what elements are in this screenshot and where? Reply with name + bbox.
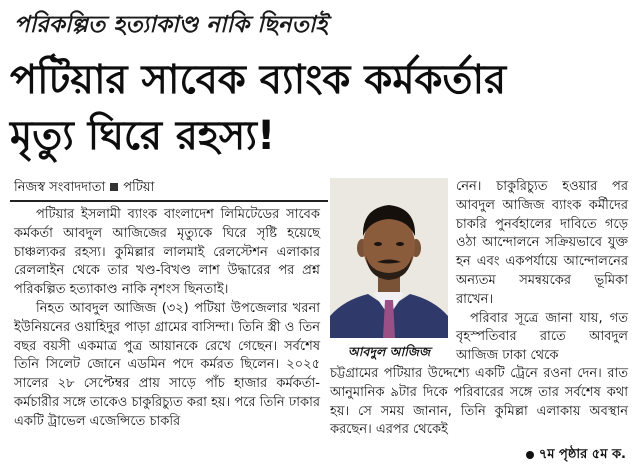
bullet-icon [526,451,534,459]
article-paragraph: নেন। চাকুরিচ্যুত হওয়ার পর আবদুল আজিজ ব্যাংক কর্মীদের চাকরি পুনর্বহালের দাবিতে গড়ে ওঠা আন্দোলনে সক্রিয়ভাবে যুক্ত হন এবং একপর্যায়ে আন্দোলনের অন্যতম সমন্বয়কের ভূমিকা রাখেন। [456,179,628,307]
article-column-2-bottom [330,365,628,440]
byline-rule [10,200,328,202]
article-column-1 [14,206,320,432]
article-column-2-top [456,178,628,366]
continued-label: ৭ম পৃষ্ঠার ৫ম ক. [538,447,626,462]
portrait-illustration [330,178,448,338]
continued-on-page [526,444,626,466]
headline-line-2: মৃত্যু ঘিরে রহস্য! [10,113,276,159]
article-paragraph: চট্টগ্রামের পটিয়ার উদ্দেশ্যে একটি ট্রেনে রওনা দেন। রাত আনুমানিক ৯টার দিকে পরিবারের সঙ্গে তার সর্বশেষ কথা হয়। সে সময় জানান, তিনি কুমিল্লা এলাকায় অবস্থান করছেন। এরপর থেকেই [330,366,628,438]
portrait-photo [330,178,448,338]
byline-source: নিজস্ব সংবাদদাতা [14,180,106,195]
article-paragraph: পরিবার সূত্রে জানা যায়, গত বৃহস্পতিবার রাতে আবদুল আজিজ ঢাকা থেকে [456,310,628,364]
article-paragraph: পটিয়ার ইসলামী ব্যাংক বাংলাদেশ লিমিটেডের সাবেক কর্মকর্তা আবদুল আজিজের মৃত্যুকে ঘিরে সৃষ্টি হয়েছে চাঞ্চল্যকর রহস্য। কুমিল্লার লালমাই রেলস্টেশন এলাকার রেললাইন থেকে তার খণ্ড-বিখণ্ড লাশ উদ্ধারের পর প্রশ্ন পরিকল্পিত হত্যাকাণ্ড নাকি নৃশংস ছিনতাই। [14,207,320,298]
byline-location: পটিয়া [123,180,155,195]
article-paragraph: নিহত আবদুল আজিজ (৩২) পটিয়া উপজেলার খরনা ইউনিয়নের ওয়াহিদুর পাড়া গ্রামের বাসিন্দা। তিনি স্ত্রী ও তিন বছর বয়সী একমাত্র পুত্র আয়ানকে রেখে গেছেন। সর্বশেষ তিনি সিলেট জোনে এডমিন পদে কর্মরত ছিলেন। ২০২৫ সালের ২৮ সেপ্টেম্বর প্রায় সাড়ে পাঁচ হাজার কর্মকর্তা-কর্মচারীর সঙ্গে তাকেও চাকুরিচ্যুত করা হয়। পরে তিনি ঢাকার একটি ট্রাভেল এজেন্সিতে চাকরি [14,300,320,429]
byline [14,178,324,198]
photo-caption: আবদুল আজিজ [347,344,431,359]
headline-line-1: পটিয়ার সাবেক ব্যাংক কর্মকর্তার [10,57,507,103]
article-kicker: পরিকল্পিত হত্যাকাণ্ড নাকি ছিনতাই [14,12,328,38]
article-headline [10,52,630,164]
square-bullet-icon [110,183,118,191]
